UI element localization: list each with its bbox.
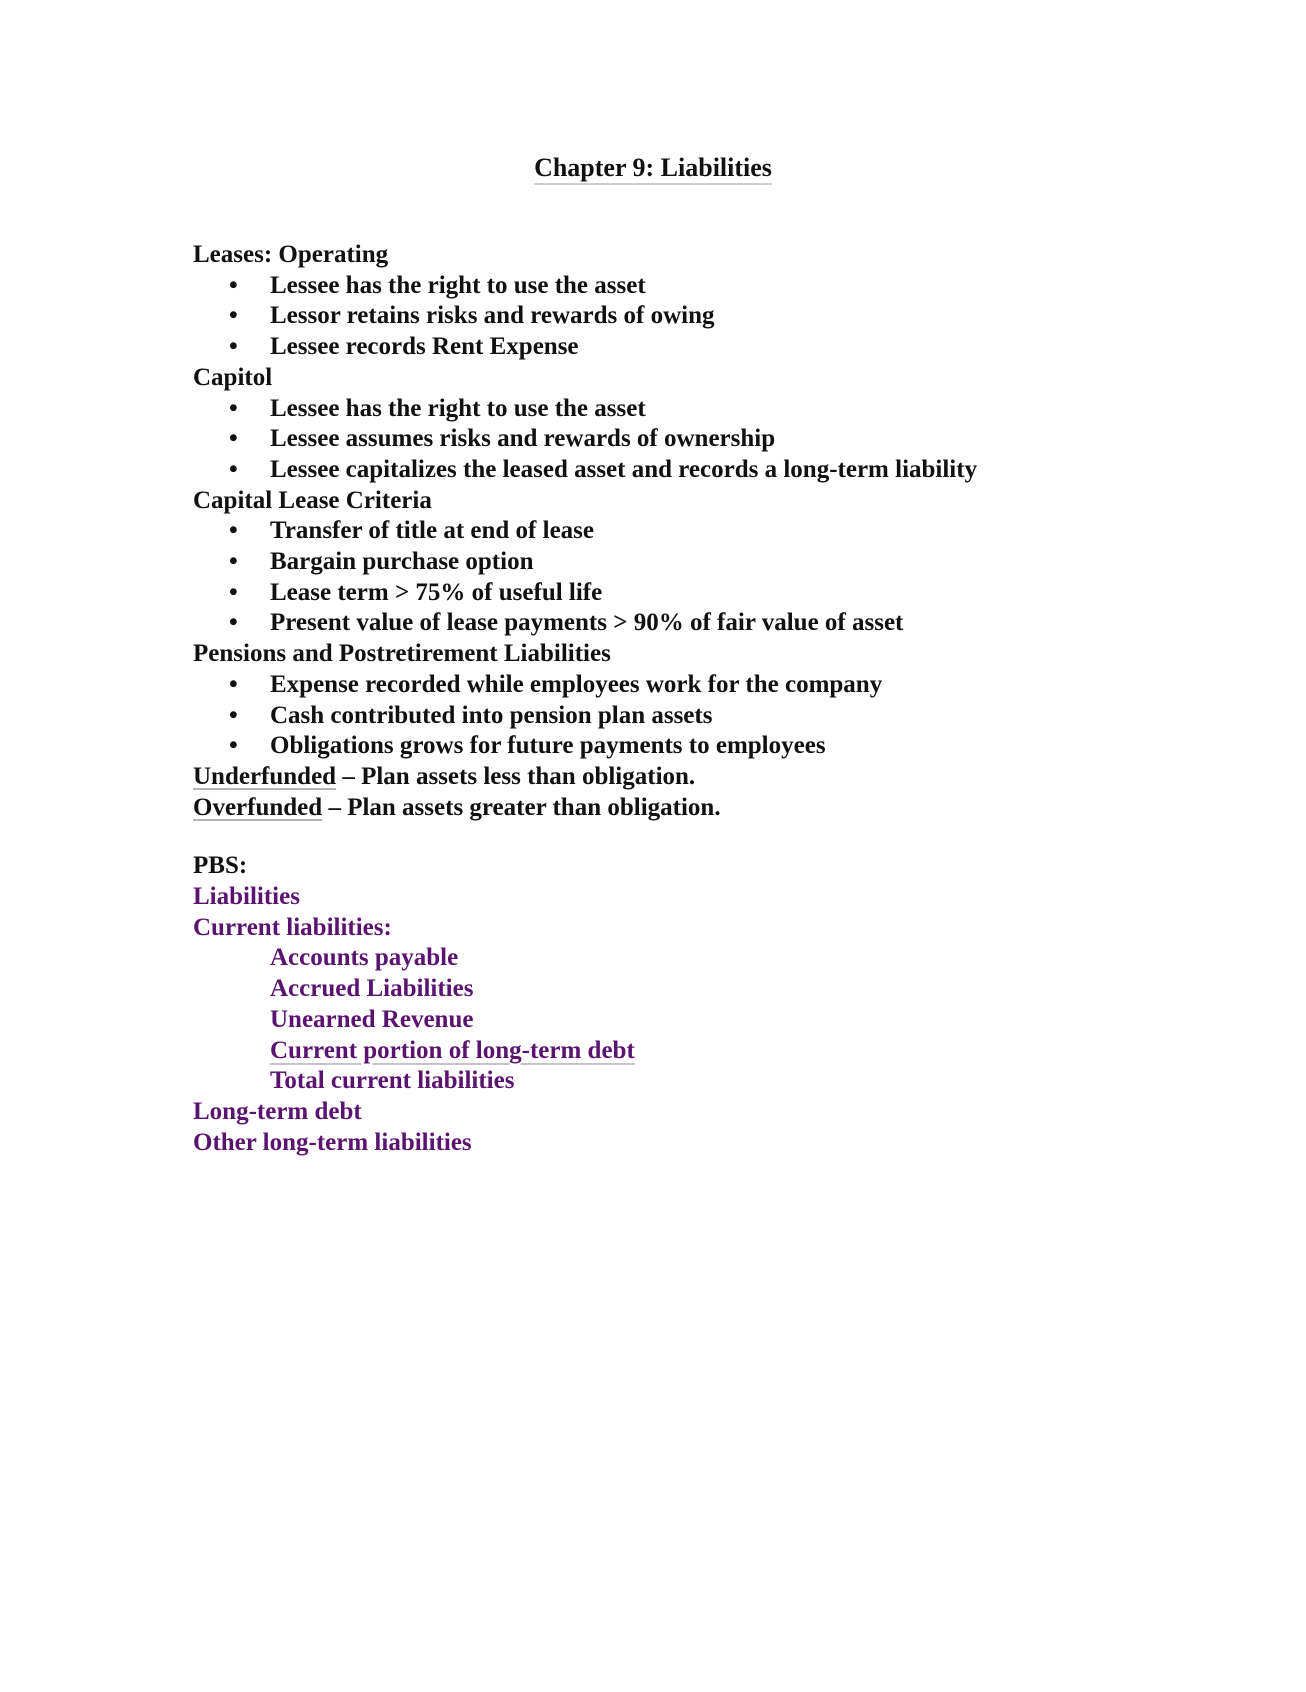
bullet-item: • Lessee capitalizes the leased asset and records a long-term liability xyxy=(193,455,1253,486)
definition-underfunded xyxy=(193,762,1253,793)
bullet-item: • Expense recorded while employees work for the company xyxy=(193,670,1253,701)
bullet-list-capital-lease-criteria xyxy=(193,516,1253,639)
bullet-list-operating-leases xyxy=(193,271,1253,363)
pbs-label: PBS: xyxy=(193,852,248,880)
bullet-item: • Lessee has the right to use the asset xyxy=(193,271,1253,302)
bullet-item: • Lessor retains risks and rewards of owing xyxy=(193,301,1253,332)
bullet-item: • Lease term > 75% of useful life xyxy=(193,578,1253,609)
page-title xyxy=(0,152,1306,184)
section-heading-pensions: Pensions and Postretirement Liabilities xyxy=(193,640,611,668)
section-heading-capitol: Capitol xyxy=(193,363,273,391)
bullet-item: • Lessee assumes risks and rewards of ownership xyxy=(193,424,1253,455)
bullet-list-pensions xyxy=(193,670,1253,762)
section-heading-capital-lease-criteria: Capital Lease Criteria xyxy=(193,486,432,514)
pbs-current-item-total: Total current liabilities xyxy=(270,1067,515,1095)
document-body xyxy=(193,240,1253,1158)
definition-term: Underfunded xyxy=(193,762,337,790)
pbs-block xyxy=(193,882,1253,1158)
bullet-item: • Bargain purchase option xyxy=(193,547,1253,578)
bullet-list-capitol xyxy=(193,394,1253,486)
pbs-current-item: Accrued Liabilities xyxy=(270,975,474,1003)
pbs-other-long-term-liabilities: Other long-term liabilities xyxy=(193,1128,472,1156)
bullet-item: • Lessee records Rent Expense xyxy=(193,332,1253,363)
section-heading-operating-leases: Leases: Operating xyxy=(193,241,389,268)
definition-text: – Plan assets less than obligation. xyxy=(336,762,696,790)
bullet-item: • Obligations grows for future payments to employees xyxy=(193,731,1253,762)
pbs-liabilities-heading: Liabilities xyxy=(193,883,300,911)
pbs-current-item-text: Current portion of long-term debt xyxy=(270,1036,635,1064)
definition-term: Overfunded xyxy=(193,793,323,821)
pbs-current-liabilities-heading: Current liabilities: xyxy=(193,913,392,941)
pbs-current-item-underlined xyxy=(193,1036,1253,1067)
definition-text: – Plan assets greater than obligation. xyxy=(322,793,721,821)
pbs-current-item: Accounts payable xyxy=(270,944,459,972)
pbs-current-item: Unearned Revenue xyxy=(270,1005,474,1033)
bullet-item: • Present value of lease payments > 90% of fair value of asset xyxy=(193,608,1253,639)
bullet-item: • Lessee has the right to use the asset xyxy=(193,394,1253,425)
bullet-item: • Cash contributed into pension plan assets xyxy=(193,701,1253,732)
spacer xyxy=(193,823,1253,851)
page-title-text: Chapter 9: Liabilities xyxy=(534,153,772,185)
pbs-long-term-debt: Long-term debt xyxy=(193,1097,362,1125)
bullet-item: • Transfer of title at end of lease xyxy=(193,516,1253,547)
definition-overfunded xyxy=(193,793,1253,824)
